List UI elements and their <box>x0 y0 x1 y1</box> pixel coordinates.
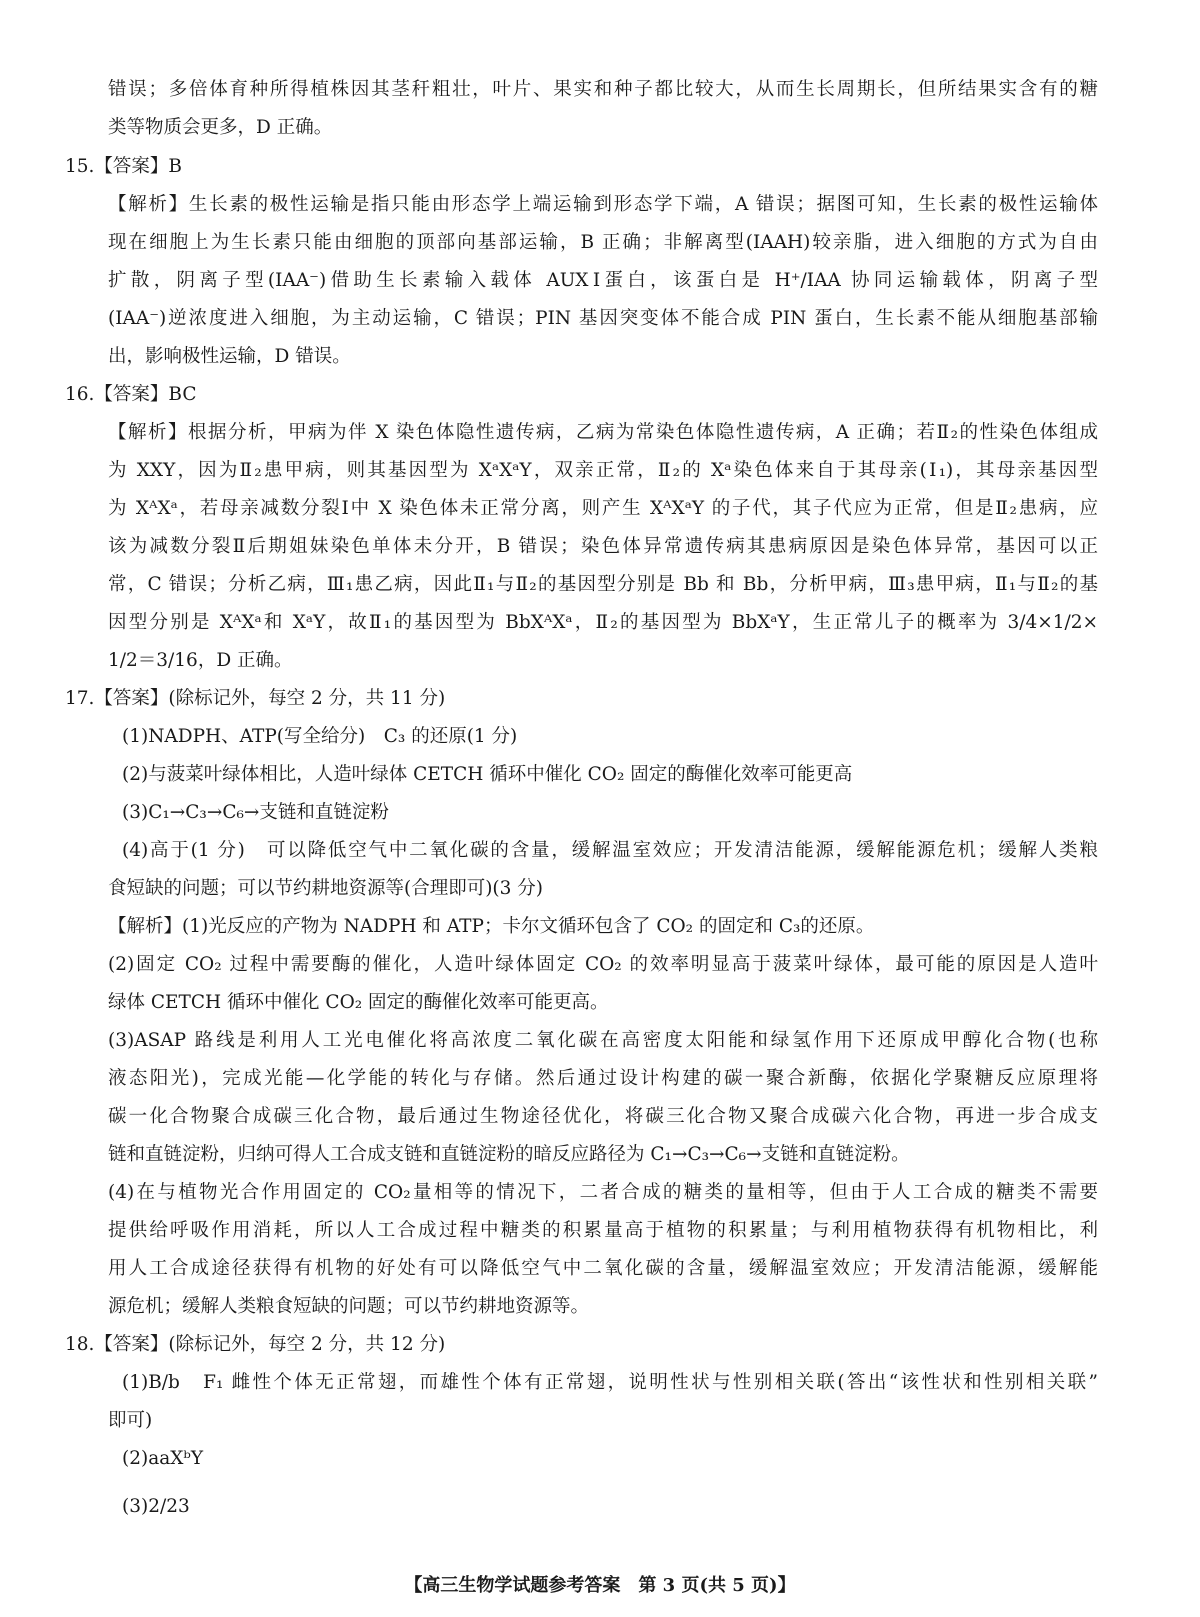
text-line: 链和直链淀粉，归纳可得人工合成支链和直链淀粉的暗反应路径为 C₁→C₃→C₆→支链和直链淀粉。 <box>108 1144 910 1165</box>
text-line: 为 XᴬXᵃ，若母亲减数分裂Ⅰ中 X 染色体未正常分离，则产生 XᴬXᵃY 的子代，其子代应为正常，但是Ⅱ₂患病，应 <box>108 498 1098 519</box>
text-line: 出，影响极性运输，D 错误。 <box>108 346 351 367</box>
text-line: 错误；多倍体育种所得植株因其茎秆粗壮，叶片、果实和种子都比较大，从而生长周期长，但所结果实含有的糖 <box>108 79 1098 100</box>
question-16-answer: 16.【答案】BC <box>65 384 197 405</box>
text-line: (4)高于(1 分) 可以降低空气中二氧化碳的含量，缓解温室效应；开发清洁能源，缓解能源危机；缓解人类粮 <box>122 840 1098 861</box>
text-line: 食短缺的问题；可以节约耕地资源等(合理即可)(3 分) <box>108 878 544 899</box>
text-line: 源危机；缓解人类粮食短缺的问题；可以节约耕地资源等。 <box>108 1296 590 1317</box>
text-line: 用人工合成途径获得有机物的好处有可以降低空气中二氧化碳的含量，缓解温室效应；开发清洁能源，缓解能 <box>108 1258 1098 1279</box>
text-line: (1)NADPH、ATP(写全给分) C₃ 的还原(1 分) <box>122 726 518 747</box>
text-line: 【解析】生长素的极性运输是指只能由形态学上端运输到形态学下端，A 错误；据图可知，生长素的极性运输体 <box>108 194 1098 215</box>
text-line: 该为减数分裂Ⅱ后期姐妹染色单体未分开，B 错误；染色体异常遗传病其患病原因是染色体异常，基因可以正 <box>108 536 1098 557</box>
text-line: (3)C₁→C₃→C₆→支链和直链淀粉 <box>122 802 389 823</box>
text-line: (3)2/23 <box>122 1496 190 1517</box>
text-line: 液态阳光)，完成光能—化学能的转化与存储。然后通过设计构建的碳一聚合新酶，依据化学聚糖反应原理将 <box>108 1068 1098 1089</box>
text-line: 扩散，阴离子型(IAA⁻)借助生长素输入载体 AUXⅠ蛋白，该蛋白是 H⁺/IAA 协同运输载体，阴离子型 <box>108 270 1098 291</box>
text-line: 即可) <box>108 1410 153 1431</box>
text-line: 为 XXY，因为Ⅱ₂患甲病，则其基因型为 XᵃXᵃY，双亲正常，Ⅱ₂的 Xᵃ染色体来自于其母亲(Ⅰ₁)，其母亲基因型 <box>108 460 1098 481</box>
text-line: (IAA⁻)逆浓度进入细胞，为主动运输，C 错误；PIN 基因突变体不能合成 PIN 蛋白，生长素不能从细胞基部输 <box>108 308 1098 329</box>
text-line: 【解析】根据分析，甲病为伴 X 染色体隐性遗传病，乙病为常染色体隐性遗传病，A 正确；若Ⅱ₂的性染色体组成 <box>108 422 1098 443</box>
text-line: (2)与菠菜叶绿体相比，人造叶绿体 CETCH 循环中催化 CO₂ 固定的酶催化效率可能更高 <box>122 764 853 785</box>
page-footer: 【高三生物学试题参考答案 第 3 页(共 5 页)】 <box>404 1575 796 1596</box>
text-line: 因型分别是 XᴬXᵃ和 XᵃY，故Ⅱ₁的基因型为 BbXᴬXᵃ，Ⅱ₂的基因型为 BbXᵃY，生正常儿子的概率为 3/4×1/2× <box>108 612 1098 633</box>
text-line: 提供给呼吸作用消耗，所以人工合成过程中糖类的积累量高于植物的积累量；与利用植物获得有机物相比，利 <box>108 1220 1098 1241</box>
text-line: (3)ASAP 路线是利用人工光电催化将高浓度二氧化碳在高密度太阳能和绿氢作用下还原成甲醇化合物(也称 <box>108 1030 1098 1051</box>
text-line: (1)B/b F₁ 雌性个体无正常翅，而雄性个体有正常翅，说明性状与性别相关联(答出“该性状和性别相关联” <box>122 1372 1098 1393</box>
text-line: 1/2＝3/16，D 正确。 <box>108 650 293 671</box>
text-line: (2)固定 CO₂ 过程中需要酶的催化，人造叶绿体固定 CO₂ 的效率明显高于菠菜叶绿体，最可能的原因是人造叶 <box>108 954 1098 975</box>
text-line: 常，C 错误；分析乙病，Ⅲ₁患乙病，因此Ⅱ₁与Ⅱ₂的基因型分别是 Bb 和 Bb，分析甲病，Ⅲ₃患甲病，Ⅱ₁与Ⅱ₂的基 <box>108 574 1098 595</box>
text-line: 绿体 CETCH 循环中催化 CO₂ 固定的酶催化效率可能更高。 <box>108 992 609 1013</box>
text-line: 【解析】(1)光反应的产物为 NADPH 和 ATP；卡尔文循环包含了 CO₂ 的固定和 C₃的还原。 <box>108 916 875 937</box>
question-15-answer: 15.【答案】B <box>65 156 183 177</box>
text-line: 碳一化合物聚合成碳三化合物，最后通过生物途径优化，将碳三化合物又聚合成碳六化合物，再进一步合成支 <box>108 1106 1098 1127</box>
text-line: (4)在与植物光合作用固定的 CO₂量相等的情况下，二者合成的糖类的量相等，但由于人工合成的糖类不需要 <box>108 1182 1098 1203</box>
text-line: 类等物质会更多，D 正确。 <box>108 117 333 138</box>
text-line: 现在细胞上为生长素只能由细胞的顶部向基部运输，B 正确；非解离型(IAAH)较亲脂，进入细胞的方式为自由 <box>108 232 1098 253</box>
question-17-answer: 17.【答案】(除标记外，每空 2 分，共 11 分) <box>65 688 446 709</box>
question-18-answer: 18.【答案】(除标记外，每空 2 分，共 12 分) <box>65 1334 446 1355</box>
text-line: (2)aaXᵇY <box>122 1448 204 1469</box>
